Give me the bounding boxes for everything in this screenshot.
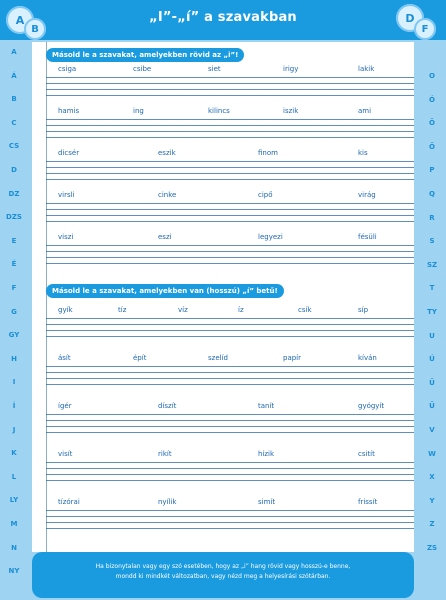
alphabet-letter: Á	[11, 71, 17, 80]
alphabet-letter: P	[429, 166, 435, 175]
alphabet-letter: Ü	[429, 378, 435, 387]
alphabet-letter: R	[429, 213, 435, 222]
word: eszik	[158, 149, 176, 157]
word-row	[46, 107, 414, 117]
alphabet-letter: Z	[429, 520, 435, 529]
word: iszik	[283, 107, 299, 115]
alphabet-letter: NY	[8, 567, 20, 576]
ruled-line	[46, 257, 414, 258]
ruled-line	[46, 468, 414, 469]
word: gyógyít	[358, 402, 385, 410]
footer-text	[44, 562, 402, 582]
footer-line2: mondd ki mindkét változatban, vagy nézd meg a helyesírási szótárban.	[115, 573, 331, 580]
word-row	[46, 191, 414, 201]
word: frissít	[358, 498, 378, 506]
alphabet-letter: M	[10, 520, 18, 528]
alphabet-letter: LY	[9, 496, 19, 505]
ruled-line	[46, 510, 414, 511]
ruled-line	[46, 480, 414, 481]
word: siet	[208, 65, 221, 73]
word: csibe	[133, 65, 152, 73]
section1-instruction: Másold le a szavakat, amelyekben rövid az „i”!	[46, 48, 244, 62]
ruled-line	[46, 131, 414, 132]
word: rikít	[158, 450, 172, 458]
word-row	[46, 450, 414, 460]
word: hízik	[258, 450, 275, 458]
alphabet-letter: SZ	[426, 260, 438, 269]
word: ígér	[58, 402, 72, 410]
ruled-line	[46, 420, 414, 421]
alphabet-letter: K	[11, 449, 17, 458]
ruled-line	[46, 179, 414, 180]
ruled-line	[46, 384, 414, 385]
word: cinke	[158, 191, 177, 199]
word: fésüli	[358, 233, 377, 241]
word: dicsér	[58, 149, 80, 157]
ruled-line	[46, 83, 414, 84]
alphabet-letter: E	[11, 236, 17, 245]
ruled-line	[46, 245, 414, 246]
ruled-line	[46, 528, 414, 529]
word: kis	[358, 149, 368, 157]
ruled-line	[46, 336, 414, 337]
ruled-line	[46, 173, 414, 174]
word: csík	[298, 306, 312, 314]
alphabet-letter: Ú	[429, 355, 435, 364]
word: cipő	[258, 191, 273, 199]
word: virsli	[58, 191, 75, 199]
alphabet-letter: CS	[8, 142, 20, 151]
ruled-line	[46, 330, 414, 331]
ruled-line	[46, 324, 414, 325]
word: legyezi	[258, 233, 283, 241]
alphabet-letter: GY	[8, 331, 20, 340]
ruled-line	[46, 161, 414, 162]
footer-line1: Ha bizonytalan vagy egy szó esetében, hogy az „i” hang rövid vagy hosszú-e benne,	[95, 563, 351, 570]
ruled-line	[46, 77, 414, 78]
alphabet-letter: Í	[12, 402, 16, 410]
ruled-line	[46, 263, 414, 264]
ruled-line	[46, 516, 414, 517]
ruled-line	[46, 203, 414, 204]
word: ing	[133, 107, 144, 115]
word: virág	[358, 191, 376, 199]
alphabet-letter: G	[11, 307, 17, 316]
ruled-line	[46, 366, 414, 367]
ruled-line	[46, 426, 414, 427]
word: papír	[283, 354, 301, 362]
word: íz	[238, 306, 244, 314]
left-alphabet	[0, 30, 28, 600]
word-row	[46, 65, 414, 75]
ruled-line	[46, 125, 414, 126]
word-row	[46, 149, 414, 159]
ruled-line	[46, 462, 414, 463]
word: nyílik	[158, 498, 177, 506]
ruled-line	[46, 522, 414, 523]
word: gyík	[58, 306, 73, 314]
ruled-line	[46, 221, 414, 222]
word: csiga	[58, 65, 77, 73]
alphabet-letter: TY	[427, 308, 437, 316]
alphabet-letter: Ö	[429, 119, 435, 128]
alphabet-letter: DZS	[6, 213, 22, 222]
ruled-line	[46, 318, 414, 319]
alphabet-letter: N	[11, 543, 17, 552]
alphabet-letter: Q	[429, 190, 435, 198]
alphabet-letter: S	[429, 237, 435, 246]
letter-badge-f: F	[414, 18, 436, 40]
alphabet-letter: J	[12, 425, 16, 434]
word: ami	[358, 107, 372, 115]
ruled-line	[46, 432, 414, 433]
ruled-line	[46, 251, 414, 252]
letter-badge-a: A	[6, 6, 34, 34]
ruled-line	[46, 378, 414, 379]
word: tíz	[118, 306, 127, 314]
alphabet-letter: O	[429, 72, 435, 80]
alphabet-letter: Ő	[429, 142, 435, 151]
alphabet-letter: X	[429, 473, 435, 482]
alphabet-letter: F	[11, 284, 17, 292]
alphabet-letter: L	[11, 472, 17, 481]
word: síp	[358, 306, 369, 314]
word: kíván	[358, 354, 377, 362]
ruled-line	[46, 95, 414, 96]
header-banner	[0, 0, 446, 40]
alphabet-letter: B	[11, 95, 17, 104]
alphabet-letter: Ó	[429, 95, 435, 104]
ruled-line	[46, 89, 414, 90]
alphabet-letter: Y	[429, 496, 435, 505]
word: épít	[133, 354, 147, 362]
ruled-line	[46, 414, 414, 415]
word: irigy	[283, 65, 299, 73]
word-row	[46, 354, 414, 364]
ruled-line	[46, 209, 414, 210]
alphabet-letter: D	[11, 166, 17, 174]
alphabet-letter: DZ	[8, 189, 20, 198]
word: díszít	[158, 402, 177, 410]
alphabet-letter: U	[429, 331, 435, 340]
alphabet-letter: W	[428, 449, 436, 458]
alphabet-letter: I	[12, 378, 16, 387]
word: tanít	[258, 402, 275, 410]
ruled-line	[46, 119, 414, 120]
alphabet-letter: Ű	[429, 402, 435, 411]
word: finom	[258, 149, 278, 157]
word: szelíd	[208, 354, 228, 362]
word: víz	[178, 306, 188, 314]
word: kilincs	[208, 107, 230, 115]
word-row	[46, 402, 414, 412]
word: eszi	[158, 233, 172, 241]
ruled-line	[46, 215, 414, 216]
alphabet-letter: H	[11, 354, 17, 363]
alphabet-letter: A	[11, 48, 17, 56]
word: viszi	[58, 233, 74, 241]
alphabet-letter: V	[429, 426, 435, 434]
ruled-line	[46, 137, 414, 138]
word: csitít	[358, 450, 375, 458]
word: visít	[58, 450, 73, 458]
alphabet-letter: É	[11, 260, 17, 269]
right-alphabet	[418, 30, 446, 600]
alphabet-letter: C	[11, 118, 17, 127]
letter-badge-b: B	[24, 18, 46, 40]
letter-badge-d: D	[396, 4, 424, 32]
alphabet-letter: ZS	[426, 544, 438, 552]
word-row	[46, 306, 414, 316]
page-title: „I”-„í” a szavakban	[149, 10, 297, 25]
word-row	[46, 498, 414, 508]
word-row	[46, 233, 414, 243]
ruled-line	[46, 167, 414, 168]
ruled-line	[46, 474, 414, 475]
word: hamis	[58, 107, 80, 115]
alphabet-letter: T	[429, 284, 435, 293]
ruled-line	[46, 372, 414, 373]
word: simít	[258, 498, 276, 506]
footer-note	[32, 552, 414, 598]
word: tízórai	[58, 498, 80, 506]
word: ásít	[58, 354, 71, 362]
word: lakik	[358, 65, 375, 73]
section2-instruction: Másold le a szavakat, amelyekben van (hosszú) „í” betű!	[46, 284, 284, 298]
